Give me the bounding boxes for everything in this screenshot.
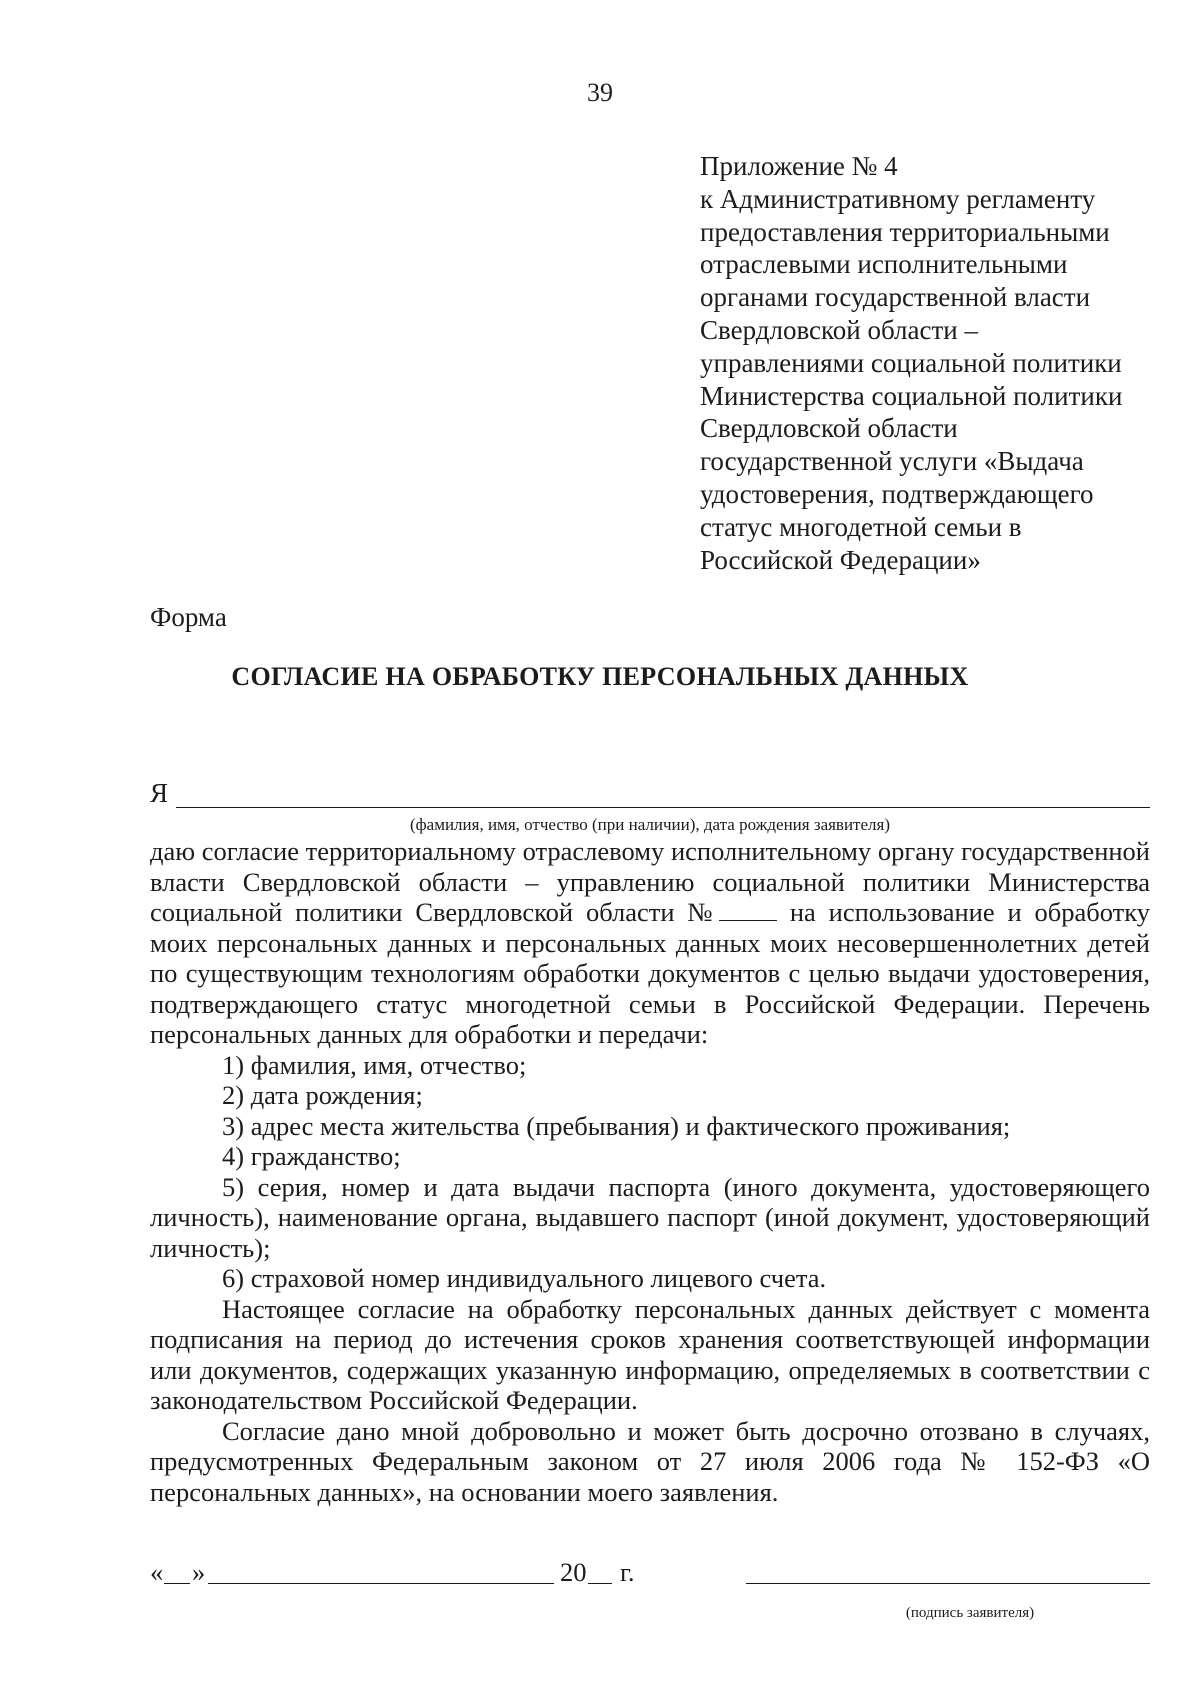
department-number-blank[interactable] [719, 902, 777, 921]
appendix-line: органами государственной власти [700, 282, 1091, 313]
list-item: 1) фамилия, имя, отчество; [222, 1049, 527, 1080]
validity-paragraph: Настоящее согласие на обработку персональных данных действует с момента подписания на период до истечения сроков хранения соответствующей информации или документов, содержащих указанную информацию, определяемых в соответствии с законодательством Российской Федерации. [150, 1293, 1150, 1415]
date-open-quote: « [150, 1557, 164, 1587]
year-prefix: 20 [560, 1557, 587, 1587]
appendix-line: управлениями социальной политики [700, 347, 1122, 378]
consent-text-part2: на использование и обработку моих персональных данных и персональных данных моих несовершеннолетних детей по существующим технологиям обработки документов с целью выдачи удостоверения, подтверждающего статус многодетной семьи в Российской Федерации. Перечень персональных данных для обработки и передачи: [150, 897, 1150, 1049]
day-blank[interactable] [164, 1583, 190, 1584]
appendix-line: Приложение № 4 [700, 151, 898, 181]
month-blank[interactable] [208, 1583, 554, 1584]
appendix-line: государственной услуги «Выдача [700, 446, 1084, 477]
list-item: 2) дата рождения; [222, 1080, 423, 1110]
list-item: 3) адрес места жительства (пребывания) и фактического проживания; [222, 1110, 1011, 1141]
date-signature-row [150, 1557, 1150, 1591]
appendix-line: Свердловской области [700, 413, 958, 444]
appendix-header [700, 150, 1180, 576]
appendix-line: отраслевыми исполнительными [700, 249, 1068, 280]
signature-caption: (подпись заявителя) [905, 1605, 1035, 1621]
signature-blank[interactable] [746, 1583, 1150, 1584]
appendix-line: Российской Федерации» [700, 544, 981, 575]
applicant-name-field[interactable] [150, 778, 1150, 808]
form-label: Форма [150, 602, 227, 632]
page-number: 39 [587, 78, 613, 107]
appendix-line: статус многодетной семьи в [700, 511, 1022, 542]
appendix-line: Министерства социальной политики [700, 380, 1123, 411]
list-item: 5) серия, номер и дата выдачи паспорта (иного документа, удостоверяющего личность), наименование органа, выдавшего паспорт (иной документ, удостоверяющий личность); [150, 1171, 1150, 1263]
consent-body [150, 836, 1150, 1507]
appendix-line: Свердловской области – [700, 314, 978, 345]
appendix-line: к Административному регламенту [700, 183, 1096, 214]
date-close-quote: » [192, 1557, 206, 1587]
applicant-blank-line[interactable] [176, 807, 1150, 808]
document-title: СОГЛАСИЕ НА ОБРАБОТКУ ПЕРСОНАЛЬНЫХ ДАННЫХ [231, 662, 969, 691]
consent-paragraph [150, 836, 1150, 1050]
applicant-caption: (фамилия, имя, отчество (при наличии), дата рождения заявителя) [409, 815, 890, 834]
revocation-paragraph: Согласие дано мной добровольно и может быть досрочно отозвано в случаях, предусмотренных Федеральным законом от 27 июля 2006 года № 152-ФЗ «О персональных данных», на основании моего заявления. [150, 1415, 1150, 1507]
list-item: 6) страховой номер индивидуального лицевого счета. [222, 1263, 827, 1293]
year-blank[interactable] [588, 1583, 612, 1584]
consent-text-part1: даю согласие территориальному отраслевому исполнительному органу государственной власти Свердловской области – управлению социальной политики Министерства социальной политики Свердловской области № [150, 836, 1150, 927]
year-suffix: г. [620, 1557, 635, 1587]
list-item: 4) гражданство; [222, 1141, 401, 1171]
appendix-line: удостоверения, подтверждающего [700, 478, 1094, 509]
applicant-prefix: Я [150, 778, 169, 808]
appendix-line: предоставления территориальными [700, 216, 1110, 247]
